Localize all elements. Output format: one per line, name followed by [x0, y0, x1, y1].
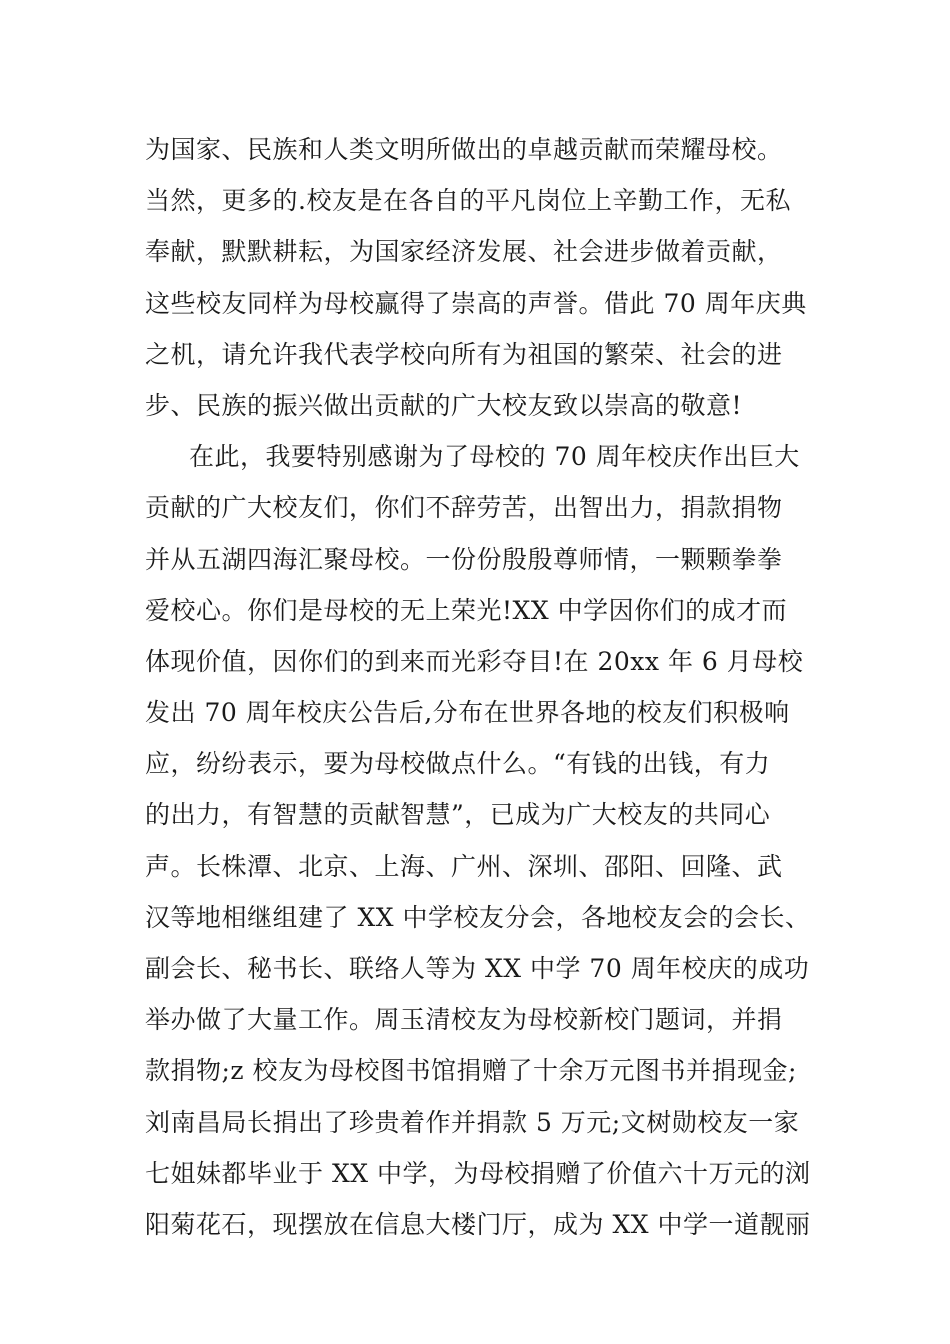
text-line: 刘南昌局长捐出了珍贵着作并捐款 5 万元;文树勋校友一家	[145, 1107, 800, 1137]
text-line: 副会长、秘书长、联络人等为 XX 中学 70 周年校庆的成功	[145, 954, 810, 983]
text-line: 这些校友同样为母校赢得了崇高的声誉。借此 70 周年庆典	[145, 288, 807, 318]
body-text	[145, 124, 825, 1250]
text-line: 奉献，默默耕耘，为国家经济发展、社会进步做着贡献，	[145, 237, 783, 267]
text-line: 为国家、民族和人类文明所做出的卓越贡献而荣耀母校。	[145, 135, 783, 164]
text-line: 步、民族的振兴做出贡献的广大校友致以崇高的敬意!	[145, 390, 743, 420]
text-line: 声。长株潭、北京、上海、广州、深圳、邵阳、回隆、武	[145, 851, 783, 881]
paragraph-start-line: 在此，我要特别感谢为了母校的 70 周年校庆作出巨大	[189, 442, 800, 472]
text-line: 当然，更多的.校友是在各自的平凡岗位上辛勤工作，无私	[145, 186, 791, 216]
text-line: 汉等地相继组建了 XX 中学校友分会，各地校友会的会长、	[145, 902, 811, 932]
text-line: 款捐物;z 校友为母校图书馆捐赠了十余万元图书并捐现金;	[145, 1056, 797, 1086]
text-line: 发出 70 周年校庆公告后,分布在世界各地的校友们积极响	[145, 698, 790, 728]
text-line: 举办做了大量工作。周玉清校友为母校新校门题词，并捐	[145, 1005, 783, 1035]
text-line: 应，纷纷表示，要为母校做点什么。“有钱的出钱，有力	[145, 749, 771, 779]
text-line: 体现价值，因你们的到来而光彩夺目!在 20xx 年 6 月母校	[145, 646, 804, 676]
text-line: 七姐妹都毕业于 XX 中学，为母校捐赠了价值六十万元的浏	[145, 1158, 811, 1188]
text-line: 爱校心。你们是母校的无上荣光!XX 中学因你们的成才而	[145, 595, 788, 625]
text-line: 贡献的广大校友们，你们不辞劳苦，出智出力，捐款捐物	[145, 493, 783, 523]
text-line: 之机，请允许我代表学校向所有为祖国的繁荣、社会的进	[145, 339, 783, 369]
text-line: 的出力，有智慧的贡献智慧”，已成为广大校友的共同心	[145, 800, 771, 830]
text-line: 并从五湖四海汇聚母校。一份份殷殷尊师情，一颗颗拳拳	[145, 544, 783, 574]
text-line: 阳菊花石，现摆放在信息大楼门厅，成为 XX 中学一道靓丽	[145, 1209, 811, 1239]
